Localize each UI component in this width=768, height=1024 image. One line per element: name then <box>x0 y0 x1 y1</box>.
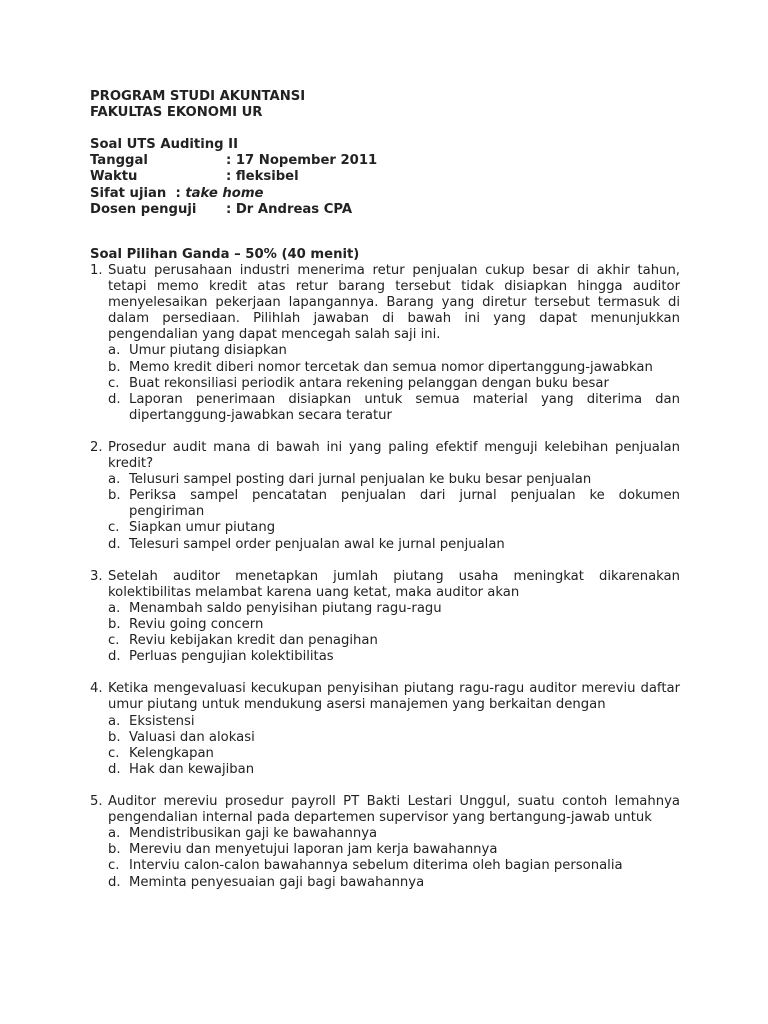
exam-info <box>90 137 680 217</box>
option-text: Periksa sampel pencatatan penjualan dari jurnal penjualan ke dokumen pengiriman <box>129 488 680 520</box>
option-letter: c. <box>108 745 120 761</box>
option-letter: a. <box>108 826 121 842</box>
answer-option <box>108 376 680 392</box>
answer-option <box>108 488 680 520</box>
option-text: Reviu kebijakan kredit dan penagihan <box>129 633 378 649</box>
question-text: Auditor mereviu prosedur payroll PT Bakti Lestari Unggul, suatu contoh lemahnya pengendalian internal pada departemen supervisor yang bertangung-jawab untuk <box>108 794 680 826</box>
answer-option <box>108 617 680 633</box>
question-item <box>90 569 680 666</box>
option-letter: b. <box>108 617 121 632</box>
question-item <box>90 440 680 553</box>
answer-option <box>108 875 680 891</box>
faculty-name: FAKULTAS EKONOMI UR <box>90 105 263 121</box>
question-body <box>108 440 680 553</box>
answer-option <box>108 714 680 730</box>
question-number: 3. <box>90 568 103 584</box>
question-body <box>108 263 680 424</box>
answer-option <box>108 746 680 762</box>
section-title: Soal Pilihan Ganda – 50% (40 menit) <box>90 246 360 262</box>
option-letter: d. <box>108 874 121 890</box>
option-letter: a. <box>108 343 121 359</box>
option-text: Hak dan kewajiban <box>129 761 255 777</box>
option-letter: c. <box>108 375 120 391</box>
option-text: Meminta penyesuaian gaji bagi bawahannya <box>129 874 425 890</box>
question-body <box>108 794 680 891</box>
question-number: 2. <box>90 439 103 455</box>
question-text: Suatu perusahaan industri menerima retur penjualan cukup besar di akhir tahun, tetapi memo kredit atas retur barang tersebut tidak disiapkan hingga auditor menyelesaikan pekerjaan lapangannya. Barang yang diretur tersebut termasuk di dalam persediaan. Pilihlah jawaban di bawah ini yang dapat menunjukkan pengendalian yang dapat mencegah salah saji ini. <box>108 262 680 343</box>
option-letter: d. <box>108 536 121 552</box>
answer-option <box>108 858 680 874</box>
question-number: 4. <box>90 681 103 697</box>
option-text: Buat rekonsiliasi periodik antara rekening pelanggan dengan buku besar <box>129 375 609 391</box>
option-letter: c. <box>108 520 120 536</box>
question-text: Setelah auditor menetapkan jumlah piutang usaha meningkat dikarenakan kolektibilitas melambat karena uang ketat, maka auditor akan <box>108 568 680 600</box>
option-text: Valuasi dan alokasi <box>129 729 255 745</box>
option-letter: b. <box>108 842 121 858</box>
question-number: 1. <box>90 262 103 278</box>
answer-option <box>108 360 680 376</box>
question-number: 5. <box>90 794 103 810</box>
question-body <box>108 569 680 666</box>
option-letter: d. <box>108 391 121 407</box>
field-examiner: Dosen penguji : Dr Andreas CPA <box>90 201 353 217</box>
question-text: Ketika mengevaluasi kecukupan penyisihan piutang ragu-ragu auditor mereviu daftar umur piutang untuk mendukung asersi manajemen yang berkaitan dengan <box>108 681 680 713</box>
option-text: Laporan penerimaan disiapkan untuk semua material yang diterima dan dipertanggung-jawabkan secara teratur <box>129 391 680 423</box>
option-text: Mendistribusikan gaji ke bawahannya <box>129 826 378 842</box>
answer-option <box>108 633 680 649</box>
option-text: Interviu calon-calon bawahannya sebelum diterima oleh bagian personalia <box>129 858 623 874</box>
option-text: Perluas pengujian kolektibilitas <box>129 649 334 665</box>
option-letter: a. <box>108 713 121 729</box>
answer-option <box>108 537 680 553</box>
answer-option <box>108 343 680 359</box>
answer-option <box>108 472 680 488</box>
answer-option <box>108 730 680 746</box>
option-letter: a. <box>108 600 121 616</box>
question-item <box>90 263 680 424</box>
option-text: Mereviu dan menyetujui laporan jam kerja bawahannya <box>129 842 498 858</box>
question-text: Prosedur audit mana di bawah ini yang paling efektif menguji kelebihan penjualan kredit? <box>108 439 680 472</box>
option-letter: c. <box>108 633 120 649</box>
option-text: Reviu going concern <box>129 617 264 632</box>
option-letter: b. <box>108 488 121 504</box>
question-item <box>90 681 680 778</box>
field-time: Waktu : fleksibel <box>90 169 299 185</box>
answer-option <box>108 649 680 665</box>
option-text: Memo kredit diberi nomor tercetak dan semua nomor dipertanggung-jawabkan <box>129 359 653 375</box>
question-body <box>108 681 680 778</box>
answer-option <box>108 762 680 778</box>
answer-option <box>108 826 680 842</box>
option-text: Umur piutang disiapkan <box>129 343 287 359</box>
question-list <box>90 263 680 891</box>
option-text: Telusuri sampel posting dari jurnal penjualan ke buku besar penjualan <box>129 472 592 488</box>
option-text: Menambah saldo penyisihan piutang ragu-ragu <box>129 600 442 616</box>
field-date: Tanggal : 17 Nopember 2011 <box>90 153 378 169</box>
exam-title: Soal UTS Auditing II <box>90 137 238 153</box>
answer-option <box>108 392 680 424</box>
question-item <box>90 794 680 891</box>
option-letter: d. <box>108 649 121 665</box>
program-name: PROGRAM STUDI AKUNTANSI <box>90 89 306 104</box>
answer-option <box>108 520 680 536</box>
option-text: Eksistensi <box>129 713 195 729</box>
option-letter: b. <box>108 359 121 375</box>
option-text: Telesuri sampel order penjualan awal ke jurnal penjualan <box>129 536 505 552</box>
exam-document <box>90 89 680 891</box>
option-text: Kelengkapan <box>129 745 214 761</box>
option-letter: b. <box>108 729 121 745</box>
option-letter: a. <box>108 472 121 488</box>
answer-option <box>108 842 680 858</box>
field-exam-type: Sifat ujian : take home <box>90 185 264 201</box>
option-letter: d. <box>108 761 121 777</box>
option-letter: c. <box>108 858 120 874</box>
option-text: Siapkan umur piutang <box>129 520 276 536</box>
answer-option <box>108 601 680 617</box>
